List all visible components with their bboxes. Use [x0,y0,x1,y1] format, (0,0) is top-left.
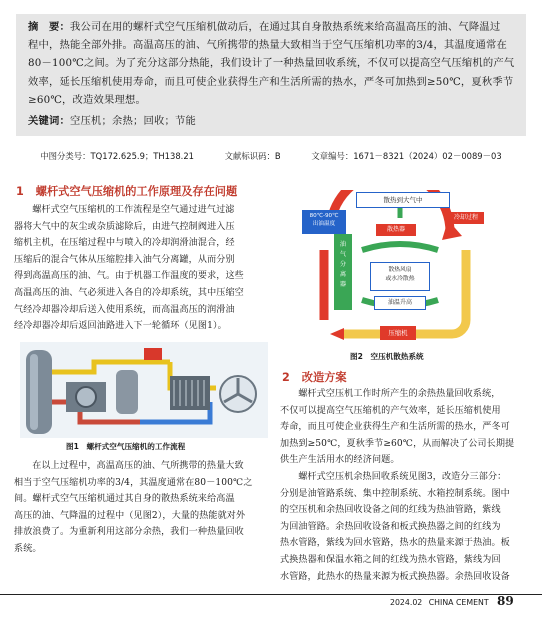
body-line: 螺杆式空压机余热回收系统见图3，改造分三部分： [298,471,507,482]
section-2-heading: 2 改造方案 [282,371,347,384]
compressor-diagram [20,342,268,438]
article-number: 文章编号：1671－8321（2024）02－0089－03 [311,151,502,161]
body-line: 寿命，而且可使企业获得生产和生活所需的热水，严冬可 [280,422,510,433]
body-line: 供生产生活用水的经济问题。 [280,455,400,466]
body-line: 的空压机和余热回收设备之间的红线为热油管路，紫线 [280,505,501,516]
body-line: 高压的油、气降温的过程中（见图2），大量的热能就对外 [14,510,246,521]
abstract-box [16,14,526,136]
body-line: 水管路，此热水的热量来源为板式换热器。余热回收设备 [280,571,510,582]
section-2-body [280,386,528,585]
body-line: 得到高温高压的油、气。由于机器工作温度的要求，这些 [14,271,244,282]
body-line: 器将大气中的灰尘或杂质滤除后，由进气控制阀进入压 [14,221,235,232]
body-line: 压缩后的混合气体从压缩腔排入油气分离罐，从而分别 [14,254,235,265]
body-line: 间。螺杆式空气压缩机通过其自身的散热系统来给高温 [14,494,235,505]
footer-journal [390,598,489,607]
body-line: 式换热器和保温水箱之间的红线为热水管路，紫线为回 [280,554,501,565]
abstract-line: 摘 要：我公司在用的螺杆式空气压缩机做动后，在通过其自身散热系统来给高温高压的油、气降温过 [28,21,501,33]
body-line: 排放浪费了。为重新利用这部分余热，我们一种热量回收 [14,527,244,538]
footer-journal-name: CHINA CEMENT [428,598,489,607]
oil-temp-rise-box: 油温升高 [374,296,426,310]
footer-issue: 2024.02 [390,598,423,607]
body-line: 气经冷却器冷却后送入使用系统，而高温高压的润滑油 [14,304,235,315]
body-line: 分别是油管路系统、集中控制系统、水箱控制系统。图中 [280,488,510,499]
figure-2-caption: 图2 空压机散热系统 [350,352,424,361]
abstract-label: 摘 要： [28,21,70,33]
page-number: 89 [497,594,514,608]
abstract-line: 程中，热能全部外排。高温高压的油、气所携带的热量大致相当于空气压缩机功率的3/4，其温度通常在 [28,39,508,52]
cooling-process-box: 冷却过程 [448,212,484,224]
figure-1-caption: 图1 螺杆式空气压缩机的工作流程 [66,442,186,451]
clc-number: 中图分类号：TQ172.625.9；TH138.21 [40,151,194,161]
body-line: 不仅可以提高空气压缩机的产气效率，延长压缩机使用 [280,405,501,416]
keywords-label: 关键词： [28,115,70,128]
body-line: 为回油管路。余热回收设备和板式换热器之间的红线为 [280,521,501,532]
oil-separator-box: 油 气 分 离 器 [334,234,352,310]
body-line: 高温高压的油、气必须进入各自的冷却系统，其中压缩空 [14,287,244,298]
oil-temp-box: 80℃-90℃ 出油温度 [302,210,346,234]
body-line: 螺杆式空气压缩机的工作流程是空气通过进气过滤 [32,205,235,215]
left-bottom-body [14,458,270,558]
abstract-line: ≥60℃，改造效果理想。 [28,93,147,106]
fan-cooling-box: 散热风扇 或水冷散热 [370,262,430,291]
doc-code: 文献标识码：B [224,151,281,161]
abstract-line: 效率，延长压缩机使用寿命，而且可使企业获得生产和生活所需的热水，严冬可加热到≥50℃，夏秋季节 [28,75,514,88]
keywords-text: 空压机；余热；回收；节能 [70,115,196,128]
classification-line [16,150,526,162]
body-line: 螺杆式空压机工作时所产生的余热热量回收系统， [298,389,501,399]
body-line: 系统。 [14,543,42,554]
body-line: 热水管路，紫线为回水管路，热水的热量来源于热油。板 [280,538,510,549]
section-1-heading: 1 螺杆式空气压缩机的工作原理及存在问题 [16,185,238,198]
section-1-body [14,202,270,335]
figure-1-illustration [20,342,268,438]
body-line: 在以上过程中，高温高压的油、气所携带的热量大致 [32,461,244,471]
keywords-line [28,112,518,130]
body-line: 缩机主机，在压缩过程中与喷入的冷却润滑油混合，经 [14,238,235,249]
atmosphere-box: 散热到大气中 [356,192,450,208]
footer-rule [0,594,542,595]
radiator-box: 散热器 [376,224,416,236]
abstract-line: 80－100℃之间。为了充分这部分热能，我们设计了一种热量回收系统，不仅可以提高空气压缩机的产气 [28,57,515,70]
figure-2-diagram [300,190,486,348]
body-line: 相当于空气压缩机功率的3/4，其温度通常在80－100℃之 [14,477,253,488]
compressor-box: 压缩机 [380,326,416,340]
body-line: 经冷却器冷却后返回油路进入下一轮循环（见图1）。 [14,321,227,332]
body-line: 加热到≥50℃，夏秋季节≥60℃，从而解决了公司长期提 [280,438,515,449]
